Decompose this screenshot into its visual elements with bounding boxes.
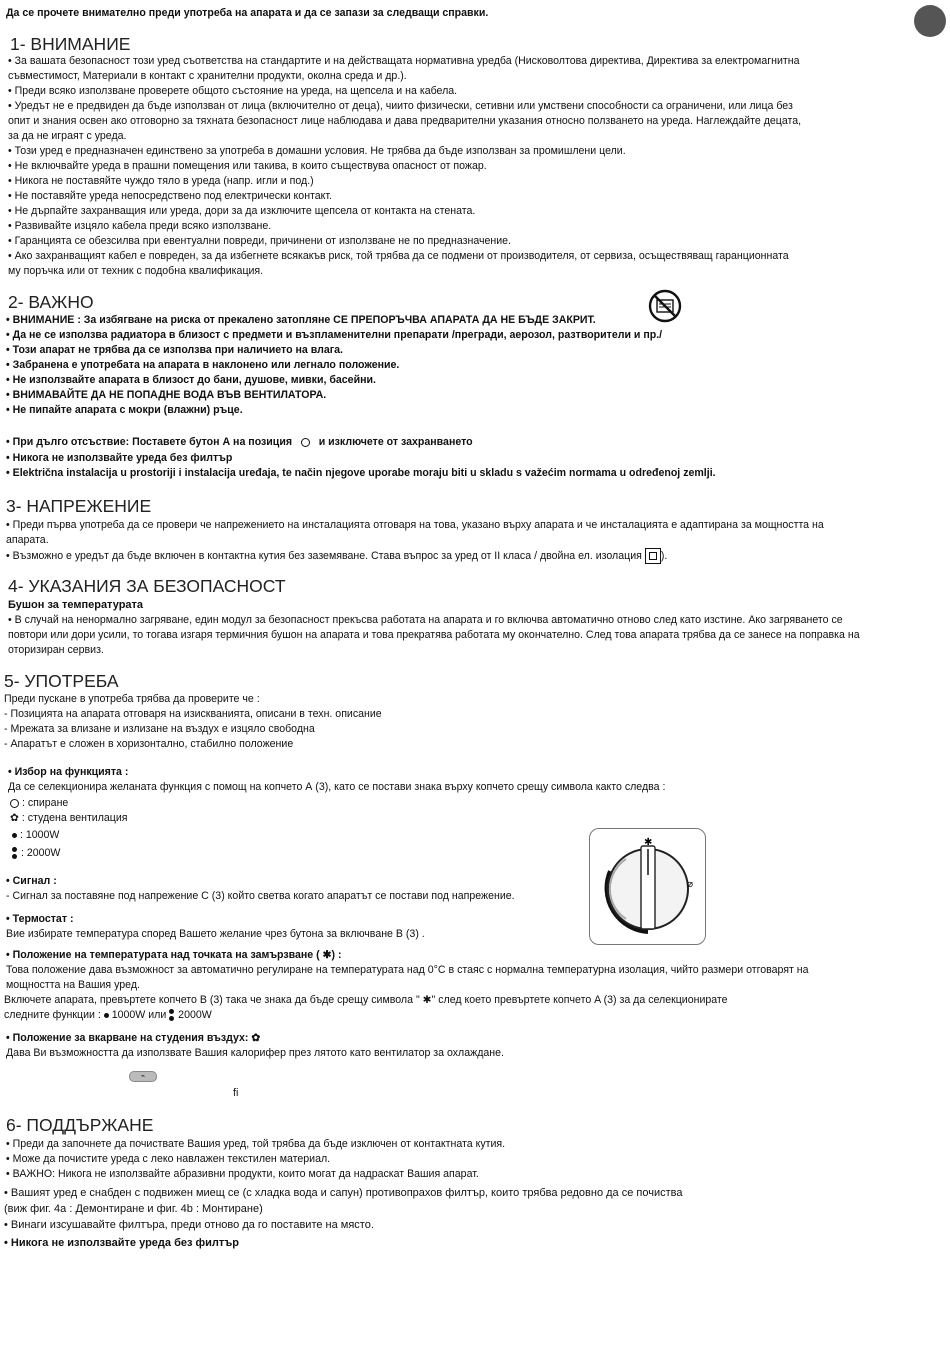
filter-note-4: • Никога не използвайте уреда без филтър — [4, 1237, 240, 1249]
off-circle-icon — [10, 799, 19, 808]
signal-text: - Сигнал за поставяне под напрежение C (3) който светва когато апаратът се постави под напрежение. — [6, 890, 515, 902]
stray-glyph: fi — [233, 1087, 239, 1099]
top-note: Да се прочете внимателно преди употреба на апарата и да се запази за следващи справки. — [6, 7, 489, 19]
filter-note-2: (виж фиг. 4a : Демонтиране и фиг. 4b : Монтиране) — [4, 1203, 263, 1215]
text-line: • Не дърпайте захранващия или уреда, дори за да изключите щепсела от контакта на стената. — [8, 205, 476, 217]
thermostat-text: Вие избирате температура според Вашето желание чрез бутона за включване B (3) . — [6, 928, 425, 940]
single-dot-icon — [104, 1013, 109, 1018]
option-2000-label: : 2000W — [20, 847, 61, 859]
long-absence-text-2: и изключете от захранването — [318, 436, 473, 448]
section-5-title: 5- УПОТРЕБА — [4, 671, 119, 691]
section-4-title: 4- УКАЗАНИЯ ЗА БЕЗОПАСНОСТ — [8, 576, 286, 596]
section-3-title: 3- НАПРЕЖЕНИЕ — [6, 496, 152, 516]
filter-note-3: • Винаги изсушавайте филтъра, преди отново да го поставите на място. — [4, 1219, 374, 1231]
option-fan-label: : студена вентилация — [21, 812, 128, 824]
svg-text:✱: ✱ — [644, 837, 653, 848]
text-line: • Преди първа употреба да се провери че напрежението на инсталацията отговаря на това, указано върху апарата и че инсталацията е адаптирана за мощността на — [6, 519, 824, 531]
cool-air-text: Дава Ви възможността да използвате Вашия калорифер през лятото като вентилатор за охлаждане. — [6, 1047, 504, 1059]
off-circle-icon — [301, 438, 310, 447]
text-line: за да не играят с уреда. — [8, 130, 127, 142]
signal-title: • Сигнал : — [6, 875, 57, 887]
text-line: повтори или дори усили, то тогава изгаря термичния бушон на апарата и това прекратява работата му окончателно. След това апарата трябва да се занесе на поправка на — [8, 629, 860, 641]
text-line: - Позицията на апарата отговаря на изискванията, описани в техн. описание — [4, 708, 382, 720]
section-2-title: 2- ВАЖНО — [8, 292, 94, 312]
frost-1000: 1000W или — [111, 1009, 167, 1021]
fuse-subtitle: Бушон за температурата — [8, 599, 144, 611]
decorative-pill-icon: ⌁ — [129, 1071, 157, 1082]
frost-functions-label: следните функции : — [4, 1009, 101, 1021]
long-absence-text: • При дълго отсъствие: Поставете бутон А на позиция — [6, 436, 293, 448]
section-6-body — [6, 1137, 505, 1182]
insulation-close: ). — [660, 549, 668, 562]
thermostat-knob-icon — [590, 829, 705, 944]
text-line: опит и знания освен ако отговорно за тяхната безопасност лице наблюдава и дава предварителни указания относно ползването на уреда. Наглеждайте децата, — [8, 115, 802, 127]
text-line: • Никога не поставяйте чуждо тяло в уреда (напр. игли и под.) — [8, 175, 314, 187]
text-line — [6, 548, 824, 563]
function-text: Да се селекционира желаната функция с помощ на копчето А (3), като се постави знака върху копчето срещу символа както следва : — [8, 781, 666, 793]
text-line: • В случай на ненормално загряване, един модул за безопасност прекъсва работата на апарата и го включва автоматично отново след като изстине. Ако загряването се — [8, 614, 843, 626]
text-line: Преди пускане в употреба трябва да проверите че : — [4, 693, 260, 705]
option-2000 — [12, 846, 60, 860]
text-line: • Преди да започнете да почиствате Вашия уред, той трябва да бъде изключен от контактната кутия. — [6, 1138, 506, 1150]
frost-functions — [4, 1008, 212, 1022]
function-title: • Избор на функцията : — [8, 766, 129, 778]
section-5-intro — [4, 692, 382, 752]
text-line: Това положение дава възможност за автоматично регулиране на температурата над 0°C в стаяс с нормална температурна изолация, чийто размери отговарят на — [6, 964, 809, 976]
installation-note: • Električna instalacija u prostoriji i instalacija uređaja, te način njegove uporabe moraju biti u skladu s važećim normama u određenoj zemlji. — [6, 467, 716, 479]
text-line: - Мрежата за влизане и излизане на въздух е изцяло свободна — [4, 723, 315, 735]
text-line: • Този уред е предназначен единствено за употреба в домашни условия. Не трябва да бъде използван за промишлени цели. — [8, 145, 626, 157]
long-absence-note — [6, 435, 473, 449]
text-line: • Не пипайте апарата с мокри (влажни) ръце. — [6, 404, 243, 416]
thermostat-knob-figure — [589, 828, 706, 945]
text-line: • Гаранцията се обезсилва при евентуални повреди, причинени от използване не по предназначение. — [8, 235, 511, 247]
option-1000 — [12, 828, 59, 842]
text-line: оторизиран сервиз. — [8, 644, 104, 656]
section-1-body — [8, 54, 801, 279]
cool-air-title-text: • Положение за вкарване на студения въздух: — [6, 1032, 249, 1044]
fan-icon: ✿ — [10, 812, 19, 824]
text-line: • Уредът не е предвиден да бъде използван от лица (включително от деца), чиито физически, сетивни или умствени способности са ограничени, или лица без — [8, 100, 793, 112]
text-line: • Ако захранващият кабел е повреден, за да избегнете всякакъв риск, той трябва да се подмени от производителя, от сервиза, осъществяващ гаранционната — [8, 250, 789, 262]
text-line: • Този апарат не трябва да се използва при наличието на влага. — [6, 344, 343, 356]
insulation-text: • Възможно е уредът да бъде включен в контактна кутия без заземяване. Става въпрос за уред от II класа / двойна ел. изолация — [6, 549, 642, 562]
text-line: • Да не се използва радиатора в близост с предмети и възпламенителни препарати /прегради, аерозол, разтворители и пр./ — [6, 329, 663, 341]
text-line: • ВНИМАВАЙТЕ ДА НЕ ПОПАДНЕ ВОДА ВЪВ ВЕНТИЛАТОРА. — [6, 389, 327, 401]
section-1-title: 1- ВНИМАНИЕ — [10, 34, 131, 54]
section-2-body — [6, 313, 662, 418]
section-4-body — [8, 613, 860, 658]
text-line: апарата. — [6, 534, 49, 546]
text-line: • Преди всяко използване проверете общото състояние на уреда, на щепсела и на кабела. — [8, 85, 458, 97]
option-stop — [10, 796, 68, 810]
text-line: • Може да почистите уреда с леко навлажен текстилен материал. — [6, 1153, 331, 1165]
text-line: • За вашата безопасност този уред съответства на стандартите и на действащата нормативна уредба (Нисковолтова директива, Директива за електромагнитна — [8, 55, 800, 67]
text-line: • ВАЖНО: Никога не използвайте абразивни продукти, които могат да надраскат Вашия апарат. — [6, 1168, 479, 1180]
option-stop-label: : спиране — [21, 797, 69, 809]
text-line: • Не поставяйте уреда непосредствено под електрически контакт. — [8, 190, 333, 202]
text-line: мощността на Вашия уред. — [6, 979, 140, 991]
option-fan — [10, 811, 128, 825]
cool-air-title — [6, 1031, 260, 1045]
svg-text:⌀: ⌀ — [687, 879, 694, 890]
frost-body — [6, 963, 809, 993]
thermostat-title: • Термостат : — [6, 913, 74, 925]
fan-icon: ✿ — [251, 1032, 261, 1044]
text-line: съвместимост, Материали в контакт с хранителни продукти, околна среда и др.). — [8, 70, 407, 82]
text-line: • Забранена е употребата на апарата в наклонено или легнало положение. — [6, 359, 400, 371]
double-dot-icon — [12, 847, 18, 859]
single-dot-icon — [12, 833, 17, 838]
section-6-title: 6- ПОДДЪРЖАНЕ — [6, 1115, 154, 1135]
section-3-body — [6, 518, 824, 563]
double-dot-icon — [169, 1009, 175, 1021]
text-line: • Не включвайте уреда в прашни помещения или такива, в които съществува опасност от пожар. — [8, 160, 487, 172]
text-line: му поръчка или от техник с подобна квалификация. — [8, 265, 264, 277]
text-line: • Развивайте изцяло кабела преди всяко използване. — [8, 220, 272, 232]
text-line: • Не използвайте апарата в близост до бани, душове, мивки, басейни. — [6, 374, 376, 386]
text-line: • ВНИМАНИЕ : За избягване на риска от прекалено затопляне СЕ ПРЕПОРЪЧВА АПАРАТА ДА НЕ БЪДЕ ЗАКРИТ. — [6, 314, 596, 326]
frost-title: • Положение на температурата над точката на замързване ( ✱) : — [6, 949, 342, 961]
page-marker-icon — [914, 5, 946, 37]
double-insulation-icon — [645, 548, 661, 564]
option-1000-label: : 1000W — [19, 829, 60, 841]
frost-2000: 2000W — [178, 1009, 212, 1021]
filter-note-1: • Вашият уред е снабден с подвижен миещ се (с хладка вода и сапун) противопрахов филтър, които трябва редовно да се почиства — [4, 1187, 683, 1199]
text-line: - Апаратът е сложен в хоризонтално, стабилно положение — [4, 738, 294, 750]
no-filter-note: • Никога не използвайте уреда без филтър — [6, 452, 233, 464]
frost-instructions: Включете апарата, превъртете копчето B (3) така че знака да бъде срещу символа " ✱" след което превъртете копчето A (3) за да селекционирате — [4, 994, 728, 1006]
